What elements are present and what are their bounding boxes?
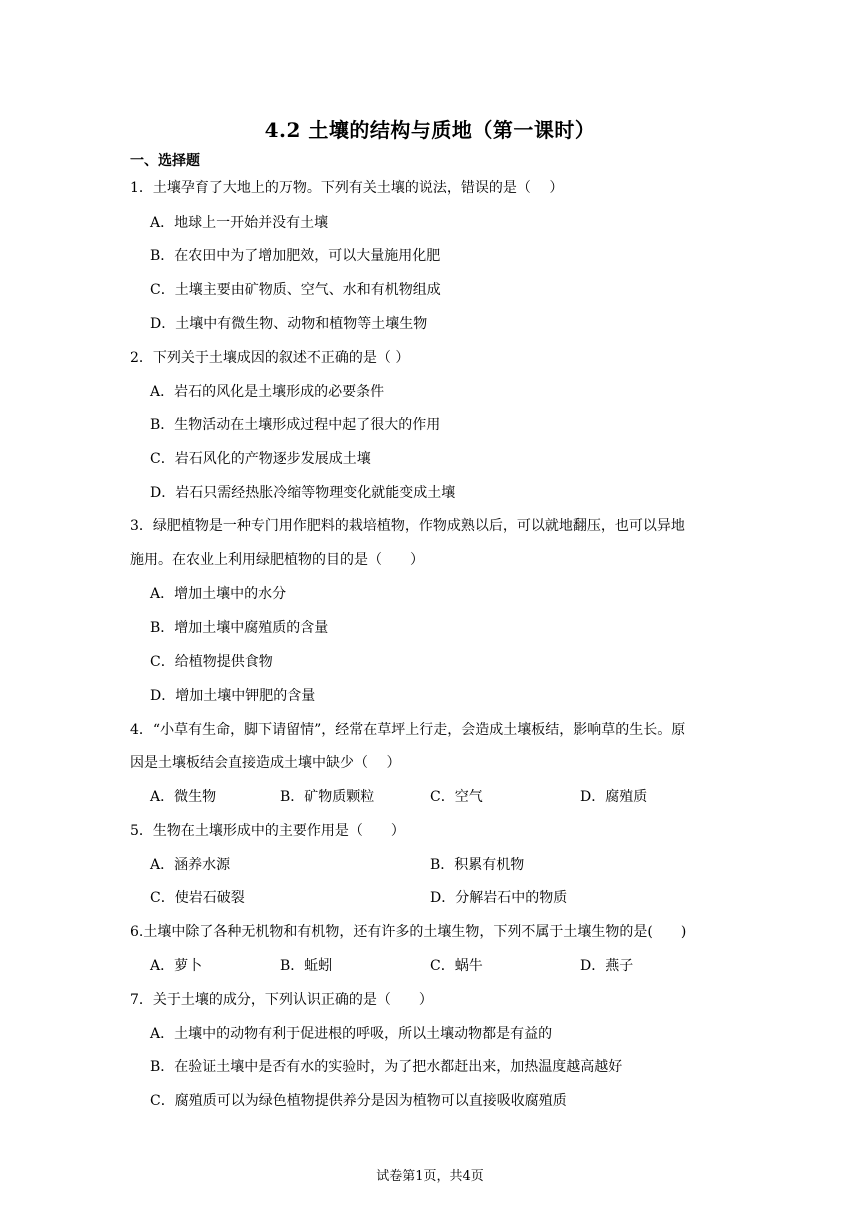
question-4-option-b[interactable]: B．矿物质颗粒 [280,789,375,805]
question-7-option-b[interactable]: B．在验证土壤中是否有水的实验时，为了把水都赶出来，加热温度越高越好 [150,1059,623,1075]
question-3-option-a[interactable]: A．增加土壤中的水分 [150,586,287,602]
page-footer: 试卷第1页，共4页 [376,1169,484,1184]
question-7-option-c[interactable]: C．腐殖质可以为绿色植物提供养分是因为植物可以直接吸收腐殖质 [150,1093,567,1109]
question-2-option-d[interactable]: D．岩石只需经热胀冷缩等物理变化就能变成土壤 [150,485,456,501]
question-5-option-b[interactable]: B．积累有机物 [430,857,525,873]
question-4-option-a[interactable]: A．微生物 [150,789,217,805]
question-2-option-a[interactable]: A．岩石的风化是土壤形成的必要条件 [150,384,385,400]
question-4-option-c[interactable]: C．空气 [430,789,483,805]
question-7-option-a[interactable]: A．土壤中的动物有利于促进根的呼吸，所以土壤动物都是有益的 [150,1026,553,1042]
question-3-option-b[interactable]: B．增加土壤中腐殖质的含量 [150,620,329,636]
question-2-option-b[interactable]: B．生物活动在土壤形成过程中起了很大的作用 [150,417,441,433]
question-5-option-a[interactable]: A．涵养水源 [150,857,231,873]
question-1-option-c[interactable]: C．土壤主要由矿物质、空气、水和有机物组成 [150,282,441,298]
question-5-option-d[interactable]: D．分解岩石中的物质 [430,890,568,906]
question-5-option-c[interactable]: C．使岩石破裂 [150,890,245,906]
question-6-option-d[interactable]: D．燕子 [580,958,634,974]
question-3-stem-line-1: 3．绿肥植物是一种专门用作肥料的栽培植物，作物成熟以后，可以就地翻压，也可以异地 [130,518,685,534]
question-1-option-b[interactable]: B．在农田中为了增加肥效，可以大量施用化肥 [150,248,441,264]
question-1-option-d[interactable]: D．土壤中有微生物、动物和植物等土壤生物 [150,316,428,332]
question-1-option-a[interactable]: A．地球上一开始并没有土壤 [150,215,329,231]
page-title: 4.2 土壤的结构与质地（第一课时） [264,118,596,142]
question-4-stem-line-1: 4．“小草有生命，脚下请留情”，经常在草坪上行走，会造成土壤板结，影响草的生长。原 [130,722,686,738]
question-2-stem: 2．下列关于土壤成因的叙述不正确的是（ ） [130,350,410,366]
question-7-stem: 7．关于土壤的成分，下列认识正确的是（ ） [130,992,433,1008]
question-3-stem-line-2: 施用。在农业上利用绿肥植物的目的是（ ） [130,552,424,568]
question-4-option-d[interactable]: D．腐殖质 [580,789,648,805]
question-6-option-a[interactable]: A．萝卜 [150,958,203,974]
question-3-option-c[interactable]: C．给植物提供食物 [150,654,273,670]
question-4-stem-line-2: 因是土壤板结会直接造成土壤中缺少（ ） [130,755,401,771]
section-heading: 一、选择题 [130,153,200,169]
question-6-stem: 6.土壤中除了各种无机物和有机物，还有许多的土壤生物，下列不属于土壤生物的是( ) [130,924,687,940]
question-3-option-d[interactable]: D．增加土壤中钾肥的含量 [150,688,316,704]
question-1-stem: 1．土壤孕育了大地上的万物。下列有关土壤的说法，错误的是（ ） [130,180,564,196]
question-5-stem: 5．生物在土壤形成中的主要作用是（ ） [130,823,405,839]
question-6-option-c[interactable]: C．蜗牛 [430,958,483,974]
question-2-option-c[interactable]: C．岩石风化的产物逐步发展成土壤 [150,451,371,467]
question-6-option-b[interactable]: B．蚯蚓 [280,958,333,974]
